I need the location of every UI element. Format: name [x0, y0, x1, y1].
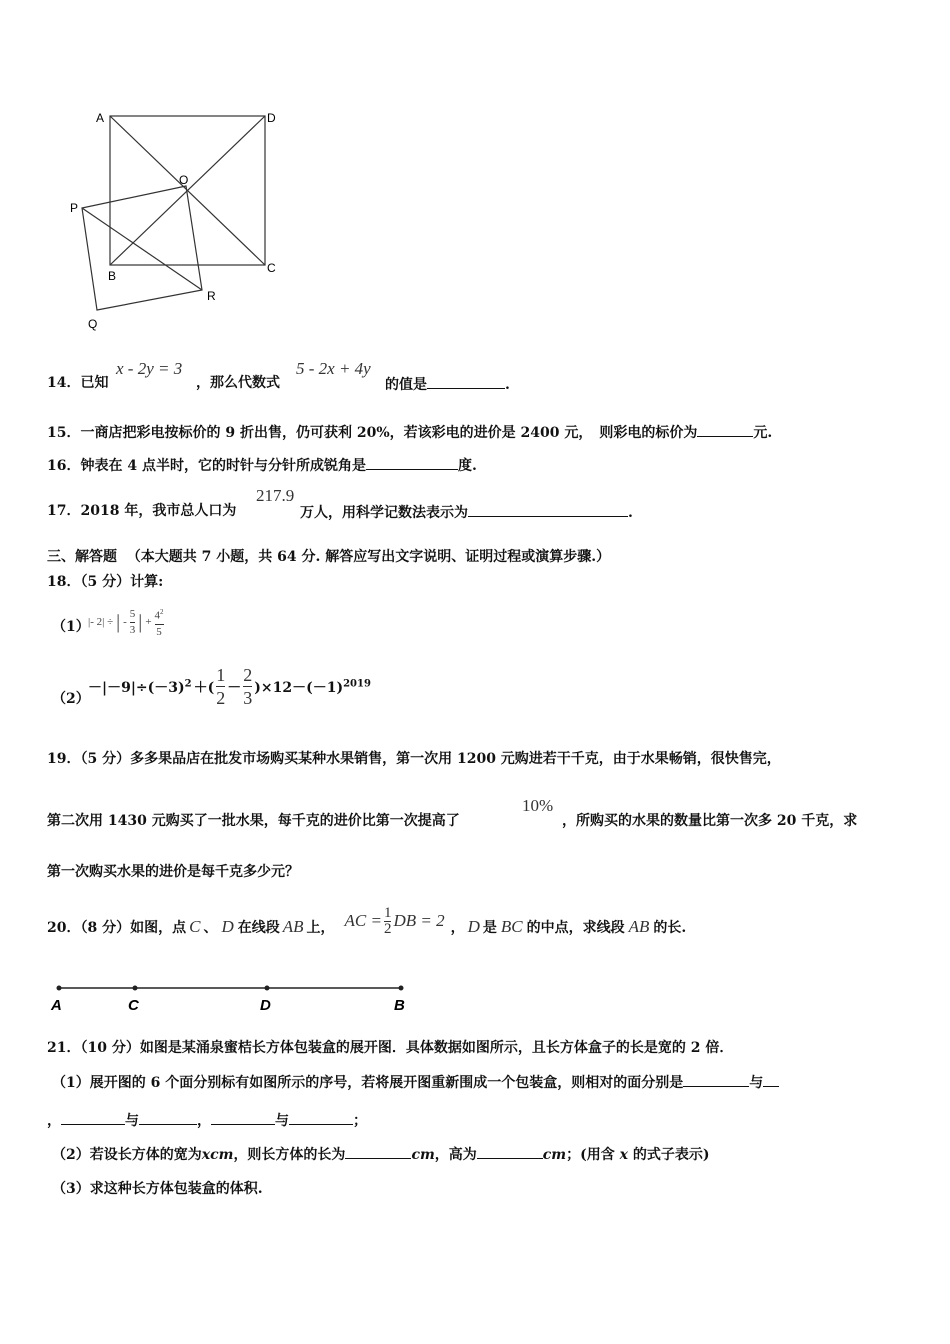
q17-population-value: 217.9 — [256, 486, 295, 505]
label-A: A — [96, 111, 105, 125]
q19-percent: 10% — [522, 796, 554, 815]
q20-eq-right: DB = 2 — [393, 911, 445, 930]
q14-tail — [385, 374, 510, 394]
paren-left: | — [116, 610, 121, 633]
q20-eq-left: AC = — [344, 911, 382, 930]
q21-xcm: xcm — [201, 1147, 234, 1163]
q14-tail-text: 的值是 — [385, 377, 427, 393]
q20-comma: ， — [450, 920, 465, 936]
q21-yu: 与 — [125, 1113, 139, 1129]
label-P: P — [70, 201, 79, 215]
q21-semicolon: ； — [353, 1113, 367, 1129]
question-17-number: 17．2018 年，我市总人口为 — [47, 503, 237, 519]
paren-right: | — [138, 610, 143, 633]
q20-segment-BC: BC — [500, 917, 523, 936]
q18-p2-plus: ＋( — [193, 679, 215, 696]
geometry-figure-square — [60, 100, 290, 340]
q20-text-d: 是 — [482, 920, 497, 936]
q21-cm: cm — [411, 1147, 435, 1163]
q18-p1-abs: |- 2| ÷ — [88, 616, 114, 629]
q20-sep: 、 — [203, 920, 218, 936]
q21-comma: ， — [197, 1113, 211, 1129]
denominator: 3 — [129, 623, 136, 636]
answer-blank[interactable] — [366, 455, 458, 470]
q14-condition: x - 2y = 3 — [116, 359, 183, 378]
q18-part2-expression — [88, 664, 371, 709]
q20-text-b: 在线段 — [237, 920, 280, 936]
q21-part2 — [52, 1144, 709, 1164]
answer-blank[interactable] — [763, 1072, 779, 1087]
answer-blank[interactable] — [345, 1144, 411, 1159]
question-21-heading: 21．（10 分）如图是某涌泉蜜桔长方体包装盒的展开图．具体数据如图所示，且长方体盒子的长是宽的 2 倍． — [47, 1040, 734, 1056]
fraction-5-3 — [130, 607, 136, 638]
q20-text-c: 上， — [306, 920, 335, 936]
question-15 — [47, 422, 772, 442]
q17-end: . — [628, 505, 633, 521]
q21-yu: 与 — [749, 1075, 764, 1091]
q21-part3: （3）求这种长方体包装盒的体积. — [52, 1181, 263, 1197]
answer-blank[interactable] — [289, 1110, 353, 1125]
point-C — [133, 986, 138, 991]
fraction-2-3: $\frac{2}{3}$ — [243, 665, 253, 708]
q21-p1-text: （1）展开图的 6 个面分别标有如图所示的序号，若将展开图重新围成一个包装盒，则相对的面分别是 — [52, 1075, 684, 1091]
q16-end: 度. — [457, 458, 477, 474]
label-A: A — [51, 997, 62, 1014]
line-segment-figure — [45, 975, 425, 1020]
section-3-heading — [47, 548, 610, 566]
q21-comma: ， — [47, 1113, 61, 1129]
q17-mid: 万人，用科学记数法表示为 — [300, 505, 468, 521]
answer-blank[interactable] — [139, 1110, 197, 1125]
question-19-line2a: 第二次用 1430 元购买了一批水果，每千克的进价比第一次提高了 — [47, 813, 460, 829]
denominator: 5 — [156, 625, 162, 638]
fraction-1-2: $\frac{1}{2}$ — [216, 665, 226, 708]
point-B — [399, 986, 404, 991]
q16-text: 16．钟表在 4 点半时，它的时针与分针所成锐角是 — [47, 458, 366, 474]
label-O: O — [179, 173, 189, 187]
fraction-4sq-5 — [155, 605, 164, 640]
q18-p2-post: )$\times 12-(-1)^{2019}$ — [254, 677, 371, 696]
point-D — [265, 986, 270, 991]
q21-x: x — [619, 1147, 628, 1163]
answer-blank[interactable] — [683, 1072, 749, 1087]
q21-p2-text-e: 的式子表示) — [632, 1147, 710, 1163]
q20-segment-AB: AB — [282, 917, 304, 936]
q21-p2-text-a: （2）若设长方体的宽为 — [52, 1147, 202, 1163]
q21-yu: 与 — [275, 1113, 289, 1129]
question-18-heading: 18．（5 分）计算: — [47, 574, 164, 590]
q20-equation — [345, 906, 445, 937]
question-19-line1: 19．（5 分）多多果品店在批发市场购买某种水果销售，第一次用 1200 元购进若干千克，由于水果畅销，很快售完， — [47, 751, 781, 767]
square-OPQR — [82, 186, 202, 310]
q14-expression: 5 - 2x + 4y — [296, 359, 371, 378]
q18-part1-label: （1） — [52, 619, 90, 635]
q20-text-f: 的长. — [653, 920, 687, 936]
q14-mid-text: ，那么代数式 — [196, 375, 280, 391]
q18-part2-label: （2） — [52, 691, 90, 707]
question-16 — [47, 455, 477, 475]
q18-p1-neg: - — [123, 616, 127, 629]
label-D: D — [260, 997, 271, 1014]
q18-p2-pre: $-|-9|\div(-3)^2$ — [88, 677, 192, 696]
fraction-1-2: $\frac{1}{2}$ — [383, 904, 392, 937]
q21-p2-text-b: ，则长方体的长为 — [233, 1147, 346, 1163]
label-B: B — [108, 269, 117, 283]
section-3-title: 三、解答题 — [47, 549, 117, 565]
q20-segment-AB2: AB — [628, 917, 650, 936]
q21-p2-text-d: ；(用含 — [566, 1147, 615, 1163]
q20-text-e: 的中点，求线段 — [526, 920, 625, 936]
label-D: D — [267, 111, 276, 125]
label-B: B — [394, 997, 405, 1014]
q15-end: 元. — [753, 425, 773, 441]
q20-point-D2: D — [467, 917, 480, 936]
label-C: C — [267, 261, 276, 275]
q20-point-D: D — [221, 917, 234, 936]
point-A — [57, 986, 62, 991]
answer-blank[interactable] — [697, 422, 753, 437]
q17-rest — [300, 502, 633, 522]
label-C: C — [128, 997, 139, 1014]
segment-PR — [82, 208, 202, 290]
numerator: 5 — [130, 607, 136, 623]
numerator: $4^2$ — [155, 605, 164, 625]
q20-point-C: C — [189, 917, 201, 936]
q14-number: 14．已知 — [47, 375, 109, 391]
answer-blank[interactable] — [427, 374, 505, 389]
section-3-note: （本大题共 7 小题，共 64 分. 解答应写出文字说明、证明过程或演算步骤.） — [126, 549, 611, 565]
q21-part1-line2 — [47, 1110, 367, 1130]
q18-p1-plus: + — [145, 616, 152, 629]
question-19-line2b: ，所购买的水果的数量比第一次多 20 千克，求 — [562, 813, 858, 829]
q21-part1-line1 — [52, 1072, 779, 1092]
label-Q: Q — [88, 317, 98, 331]
label-R: R — [207, 289, 216, 303]
q20-text-a: 20．（8 分）如图，点 — [47, 920, 187, 936]
q21-p2-text-c: ，高为 — [434, 1147, 477, 1163]
q14-end: . — [505, 377, 510, 393]
answer-blank[interactable] — [477, 1144, 543, 1159]
q18-p2-minus: － — [227, 679, 242, 696]
q15-text: 15．一商店把彩电按标价的 9 折出售，仍可获利 20%，若该彩电的进价是 2400 元， 则彩电的标价为 — [47, 425, 698, 441]
q21-cm: cm — [542, 1147, 567, 1163]
q18-part1-expression — [88, 605, 164, 640]
answer-blank[interactable] — [61, 1110, 125, 1125]
answer-blank[interactable] — [468, 502, 628, 517]
question-20 — [47, 902, 686, 952]
answer-blank[interactable] — [211, 1110, 275, 1125]
question-19-line3: 第一次购买水果的进价是每千克多少元？ — [47, 864, 299, 880]
question-14 — [47, 374, 108, 392]
